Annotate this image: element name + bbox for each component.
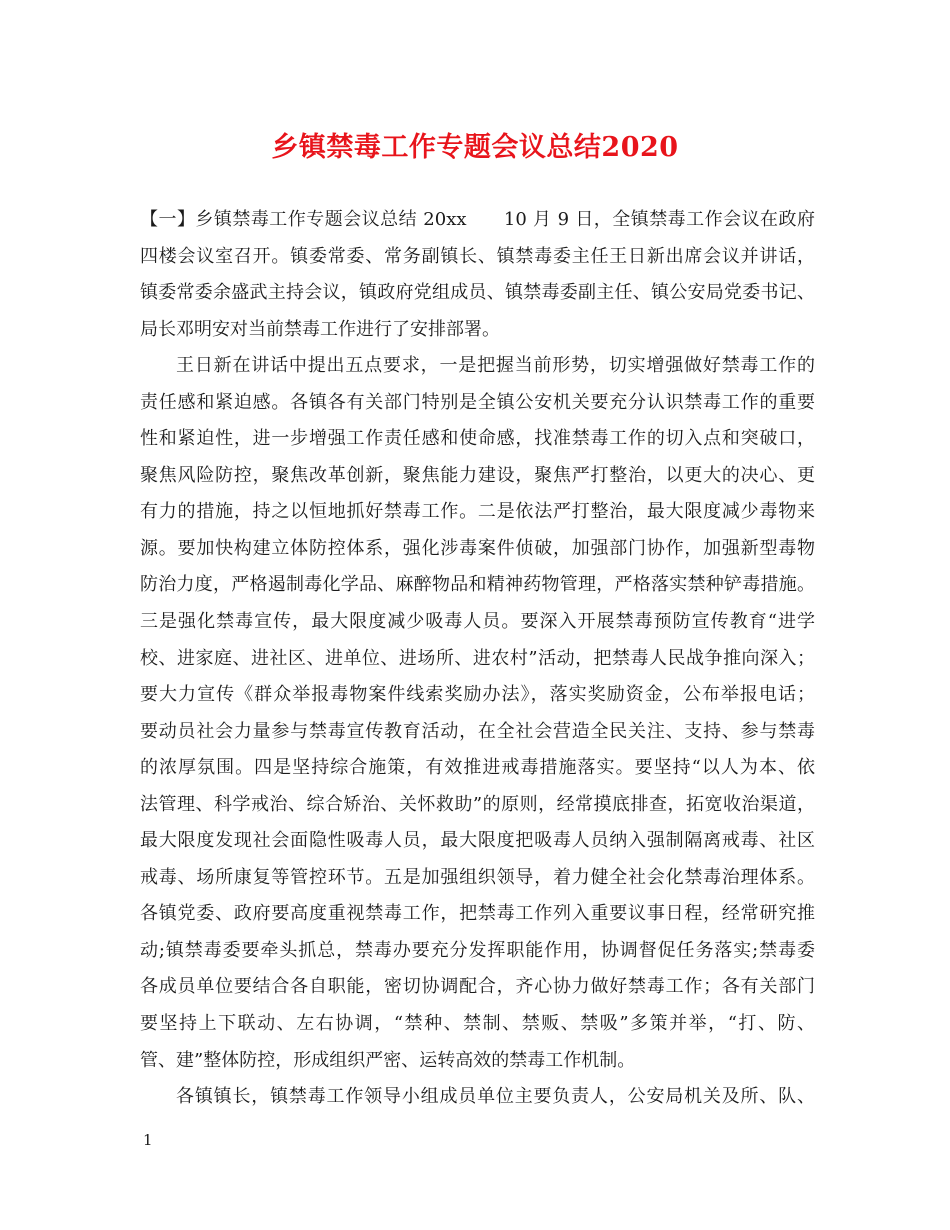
text-line: 法管理、科学戒治、综合矫治、关怀救助”的原则，经常摸底排查，拓宽收治渠道，: [140, 793, 815, 815]
text-line: 最大限度发现社会面隐性吸毒人员，最大限度把吸毒人员纳入强制隔离戒毒、社区: [140, 830, 815, 852]
document-title: 乡镇禁毒工作专题会议总结2020: [271, 132, 679, 163]
text-line: 聚焦风险防控，聚焦改革创新，聚焦能力建设，聚焦严打整治，以更大的决心、更: [140, 464, 815, 486]
text-line: 王日新在讲话中提出五点要求，一是把握当前形势，切实增强做好禁毒工作的: [176, 355, 815, 377]
text-line: 各成员单位要结合各自职能，密切协调配合，齐心协力做好禁毒工作；各有关部门: [140, 976, 815, 998]
text-line: 动;镇禁毒委要牵头抓总，禁毒办要充分发挥职能作用，协调督促任务落实;禁毒委: [140, 939, 815, 961]
text-line: 镇委常委余盛武主持会议，镇政府党组成员、镇禁毒委副主任、镇公安局党委书记、: [140, 282, 815, 304]
text-line: 防治力度，严格遏制毒化学品、麻醉物品和精神药物管理，严格落实禁种铲毒措施。: [140, 574, 815, 596]
text-line: 【一】乡镇禁毒工作专题会议总结 20xx 10 月 9 日，全镇禁毒工作会议在政府: [140, 209, 815, 230]
text-line: 的浓厚氛围。四是坚持综合施策，有效推进戒毒措施落实。要坚持“以人为本、依: [140, 757, 815, 779]
text-line: 三是强化禁毒宣传，最大限度减少吸毒人员。要深入开展禁毒预防宣传教育“进学: [140, 611, 815, 633]
text-line: 源。要加快构建立体防控体系，强化涉毒案件侦破，加强部门协作，加强新型毒物: [140, 537, 815, 559]
text-line: 要大力宣传《群众举报毒物案件线索奖励办法》，落实奖励资金，公布举报电话；: [140, 684, 815, 706]
document-body: [140, 202, 815, 1116]
text-line: 四楼会议室召开。镇委常委、常务副镇长、镇禁毒委主任王日新出席会议并讲话，: [140, 245, 815, 267]
text-line: 要坚持上下联动、左右协调，“禁种、禁制、禁贩、禁吸”多策并举，“打、防、: [140, 1013, 815, 1035]
text-line: 校、进家庭、进社区、进单位、进场所、进农村”活动，把禁毒人民战争推向深入；: [140, 647, 815, 669]
text-line: 有力的措施，持之以恒地抓好禁毒工作。二是依法严打整治，最大限度减少毒物来: [140, 501, 815, 523]
paragraph-3: [140, 1079, 815, 1116]
text-line: 各镇镇长，镇禁毒工作领导小组成员单位主要负责人，公安局机关及所、队、: [176, 1086, 815, 1108]
text-line: 戒毒、场所康复等管控环节。五是加强组织领导，着力健全社会化禁毒治理体系。: [140, 866, 815, 888]
text-line: 性和紧迫性，进一步增强工作责任感和使命感，找准禁毒工作的切入点和突破口，: [140, 428, 815, 450]
text-line: 各镇党委、政府要高度重视禁毒工作，把禁毒工作列入重要议事日程，经常研究推: [140, 903, 815, 925]
text-line: 局长邓明安对当前禁毒工作进行了安排部署。: [140, 318, 500, 340]
text-line: 责任感和紧迫感。各镇各有关部门特别是全镇公安机关要充分认识禁毒工作的重要: [140, 391, 815, 413]
paragraph-1: [140, 202, 815, 348]
paragraph-2: [140, 348, 815, 1079]
text-line: 要动员社会力量参与禁毒宣传教育活动，在全社会营造全民关注、支持、参与禁毒: [140, 720, 815, 742]
page-number: 1: [143, 1131, 153, 1149]
text-line: 管、建”整体防控，形成组织严密、运转高效的禁毒工作机制。: [140, 1049, 636, 1071]
